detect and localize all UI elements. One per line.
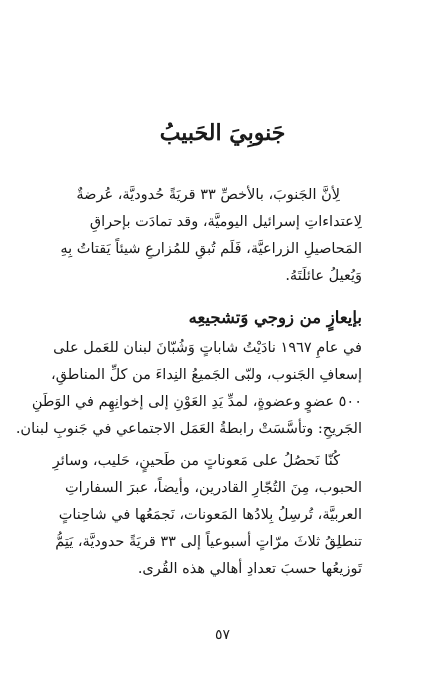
paragraph-3 xyxy=(52,448,362,583)
paragraph-2-line-1: في عامِ ١٩٦٧ نادَيْتُ شاباتٍ وَشُبّانَ لبنان للعَمل على xyxy=(53,340,362,356)
paragraph-3-line-4: تنطلِقُ ثلاثَ مرّاتٍ أسبوعياً إلى ٣٣ قريَةً حدوديَّة، يَتِمُّ xyxy=(55,534,362,550)
chapter-title: جَنوبِيَ الحَبيبُ xyxy=(159,120,286,146)
paragraph-3-line-5: تَوزيعُها حسبَ تعدادِ أهالي هذه القُرى. xyxy=(137,561,362,577)
paragraph-1-line-1: لِأنَّ الجَنوبَ، بالأخصِّ ٣٣ قريَةً حُدوديَّة، عُرضةٌ xyxy=(76,187,340,203)
paragraph-3-line-3: العربيَّة، تُرسِلُ بِلادُها المَعونات، نَجمَعُها في شاحِناتٍ xyxy=(58,507,362,523)
section-heading: بإيعازٍ من زوجي وَتشجيعِه xyxy=(188,308,362,327)
paragraph-1-line-2: لِاعتداءاتِ إسرائيل اليوميَّة، وقد تمادَت بإحراقِ xyxy=(89,214,362,230)
page-number: ٥٧ xyxy=(214,627,231,643)
paragraph-2 xyxy=(15,335,362,443)
paragraph-3-line-2: الحبوب، مِنَ التُجّارِ القادرين، وأيضاً، عبرَ السفاراتِ xyxy=(64,480,362,496)
paragraph-1-line-4: وَيُعيلُ عائلَتَهُ. xyxy=(285,268,362,284)
paragraph-2-line-3: ٥٠٠ عضوٍ وعضوةٍ، لمدِّ يَدِ العَوْنِ إلى إخوانِهِم في الوَطَنِ xyxy=(31,394,362,410)
paragraph-2-line-4: الجَريحِ: وتأسَّسَتْ رابطةُ العَمَل الاجتماعي في جَنوبِ لبنان. xyxy=(15,421,362,437)
paragraph-3-line-1: كُنّا نَحصُلُ على مَعوناتٍ من طَحينٍ، حَليب، وسائرِ xyxy=(52,453,340,469)
paragraph-1 xyxy=(60,182,362,290)
paragraph-2-line-2: إسعافِ الجَنوب، ولبّى الجَميعُ النِداءَ من كلِّ المناطقِ، xyxy=(51,367,362,383)
paragraph-1-line-3: المَحاصيلِ الزراعيَّة، فَلَم تُبقِ للمُزارعِ شيئاً يَقتاتُ بِهِ xyxy=(60,241,362,257)
